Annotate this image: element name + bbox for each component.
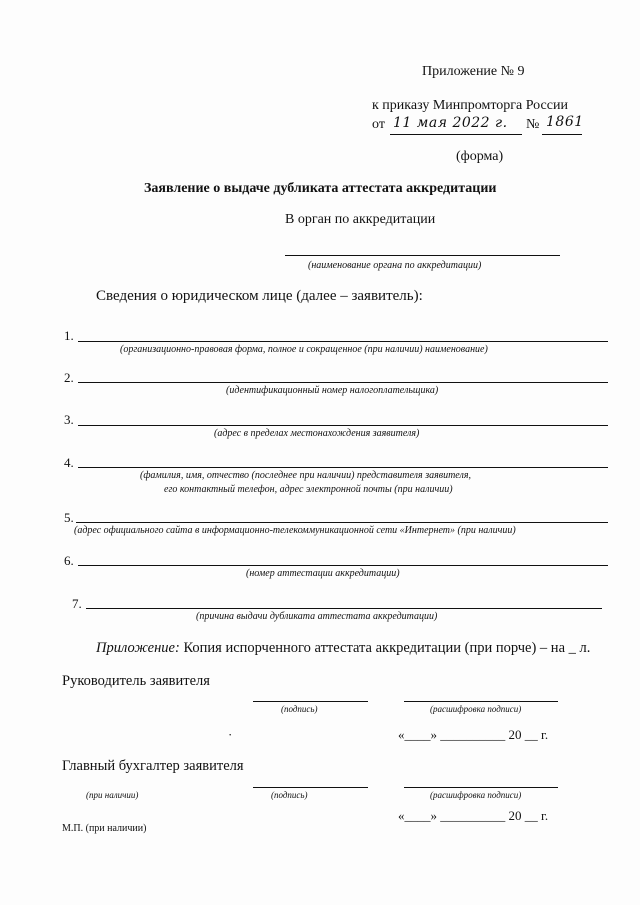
stray-mark: · [228,727,233,742]
field-1-number: 1. [64,328,74,343]
field-6-line[interactable] [78,565,608,566]
addressee-label: В орган по аккредитации [285,212,436,227]
field-7-number: 7. [72,596,82,611]
accountant-decoding-line[interactable] [404,787,558,788]
field-3-line[interactable] [78,425,608,426]
head-signature-line[interactable] [253,701,368,702]
field-6-number: 6. [64,553,74,568]
head-decoding-line[interactable] [404,701,558,702]
applicant-intro: Сведения о юридическом лице (далее – заявитель): [96,288,423,304]
order-date-handwritten: 11 мая 2022 г. [393,115,508,131]
head-decoding-caption: (расшифровка подписи) [430,704,522,714]
field-1-line[interactable] [78,341,608,342]
field-3-caption: (адрес в пределах местонахождения заявителя) [214,428,420,439]
field-2-line[interactable] [78,382,608,383]
field-6-caption: (номер аттестации аккредитации) [246,568,400,579]
field-4-number: 4. [64,455,74,470]
field-5-caption: (адрес официального сайта в информационно-телекоммуникационной сети «Интернет» (при наличии) [74,525,516,536]
accountant-date[interactable]: «____» __________ 20 __ г. [398,808,549,823]
form-label: (форма) [456,149,504,164]
field-4-line[interactable] [78,467,608,468]
attachment-text: Копия испорченного аттестата аккредитации (при порче) – на _ л. [183,640,591,656]
attachment-row [96,640,590,657]
attachment-label: Приложение: [96,640,180,656]
document-title: Заявление о выдаче дубликата аттестата аккредитации [144,181,497,196]
order-number-prefix: № [526,117,540,132]
head-date[interactable]: «____» __________ 20 __ г. [398,727,549,742]
head-signature-caption: (подпись) [281,704,318,714]
accountant-decoding-caption: (расшифровка подписи) [430,790,522,800]
field-4-caption-line2: его контактный телефон, адрес электронной почты (при наличии) [164,484,453,495]
field-3-number: 3. [64,412,74,427]
accountant-signature-caption: (подпись) [271,790,308,800]
order-number-handwritten: 1861 [546,114,584,130]
stamp-label: М.П. (при наличии) [62,823,147,834]
order-from-prefix: от [372,117,385,132]
head-label: Руководитель заявителя [62,673,210,689]
field-5-line[interactable] [76,522,608,523]
appendix-number: Приложение № 9 [422,64,525,79]
order-reference: к приказу Минпромторга России [372,98,568,113]
order-number-line [542,134,582,135]
order-date-line [390,134,522,135]
accountant-signature-line[interactable] [253,787,368,788]
addressee-line[interactable] [285,255,560,256]
addressee-caption: (наименование органа по аккредитации) [308,260,482,271]
field-2-caption: (идентификационный номер налогоплательщика) [226,385,439,396]
field-1-caption: (организационно-правовая форма, полное и сокращенное (при наличии) наименование) [120,344,488,355]
field-2-number: 2. [64,370,74,385]
accountant-label: Главный бухгалтер заявителя [62,758,244,774]
field-5-number: 5. [64,510,74,525]
field-4-caption: (фамилия, имя, отчество (последнее при наличии) представителя заявителя, [140,470,472,481]
accountant-note: (при наличии) [86,790,139,800]
field-7-line[interactable] [86,608,602,609]
field-7-caption: (причина выдачи дубликата аттестата аккредитации) [196,611,438,622]
